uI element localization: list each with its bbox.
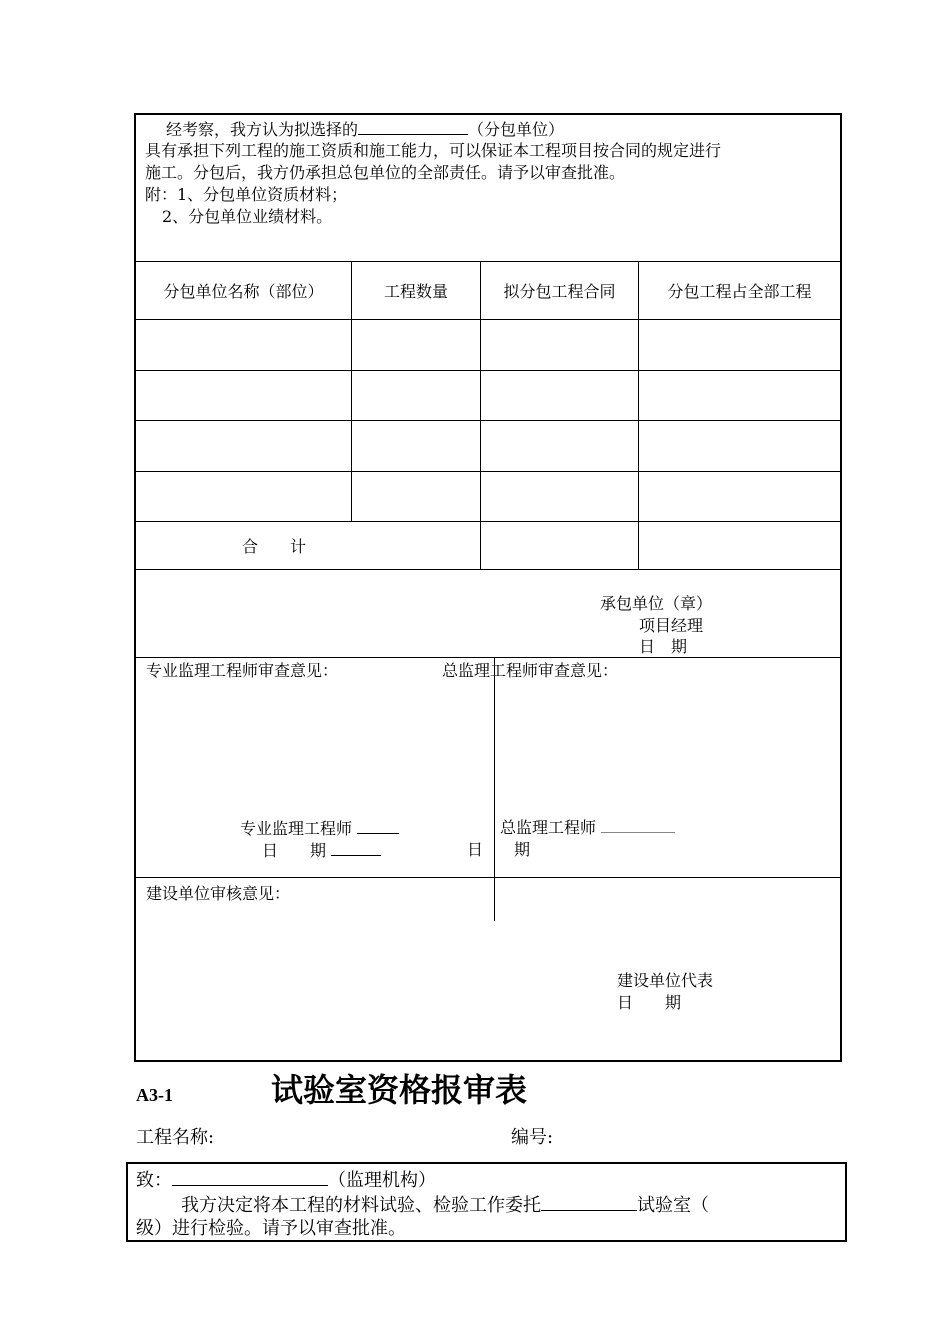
project-name-label: 工程名称: — [136, 1127, 215, 1148]
attachment-1: 附：1、分包单位资质材料； — [145, 185, 348, 204]
owner-representative: 建设单位代表 — [617, 971, 714, 990]
intro-line-2: 具有承担下列工程的施工资质和施工能力，可以保证本工程项目按合同的规定进行 — [145, 141, 722, 160]
page-title: 试验室资格报审表 — [271, 1071, 528, 1109]
lab-body-line-1: 我方决定将本工程的材料试验、检验工作委托 试验室（ — [181, 1192, 709, 1218]
intro-line-1: 经考察，我方认为拟选择的 （分包单位） — [166, 120, 565, 139]
table-rule — [136, 319, 840, 320]
chief-date-a: 日 — [467, 840, 484, 859]
table-rule — [480, 261, 481, 569]
supervision-agency-blank[interactable] — [172, 1167, 328, 1186]
table-rule — [136, 370, 840, 371]
chief-signature-blank[interactable] — [601, 820, 675, 833]
table-rule — [136, 877, 840, 878]
chief-review-label: 总监理工程师审查意见： — [442, 661, 619, 680]
subcontractor-blank[interactable] — [358, 118, 468, 135]
form-code: A3-1 — [136, 1085, 173, 1105]
column-header-share: 分包工程占全部工程 — [667, 282, 812, 301]
chief-engineer-signature: 总监理工程师 — [500, 817, 675, 839]
table-rule — [136, 521, 840, 522]
attachment-2: 2、分包单位业绩材料。 — [162, 207, 333, 226]
specialist-review-label: 专业监理工程师审查意见： — [146, 661, 339, 680]
table-rule — [136, 420, 840, 421]
addressee-line: 致： （监理机构） — [136, 1167, 436, 1193]
contractor-date: 日 期 — [639, 637, 688, 656]
table-rule — [136, 657, 840, 658]
column-header-contract: 拟分包工程合同 — [503, 282, 616, 301]
table-rule — [136, 261, 840, 262]
specialist-date: 日 期 — [262, 839, 381, 862]
column-header-subcontractor: 分包单位名称（部位） — [163, 282, 324, 301]
project-manager: 项目经理 — [639, 616, 704, 635]
number-label: 编号: — [511, 1127, 554, 1148]
specialist-date-blank[interactable] — [331, 839, 381, 856]
table-rule — [638, 261, 639, 569]
column-header-quantity: 工程数量 — [383, 282, 448, 301]
table-rule — [136, 569, 840, 570]
laboratory-blank[interactable] — [541, 1192, 637, 1211]
owner-review-label: 建设单位审核意见： — [146, 884, 291, 903]
specialist-engineer-signature: 专业监理工程师 — [240, 817, 399, 840]
chief-date-b: 期 — [514, 840, 531, 859]
table-rule — [494, 657, 495, 921]
contractor-seal: 承包单位（章） — [600, 594, 713, 613]
specialist-signature-blank[interactable] — [357, 817, 399, 834]
total-label: 合 计 — [242, 537, 307, 556]
subcontract-form-border — [134, 113, 842, 1062]
lab-body-line-2: 级）进行检验。请予以审查批准。 — [136, 1218, 406, 1239]
owner-date: 日 期 — [617, 993, 682, 1012]
intro-line-3: 施工。分包后，我方仍承担总包单位的全部责任。请予以审查批准。 — [145, 163, 626, 182]
table-rule — [136, 471, 840, 472]
